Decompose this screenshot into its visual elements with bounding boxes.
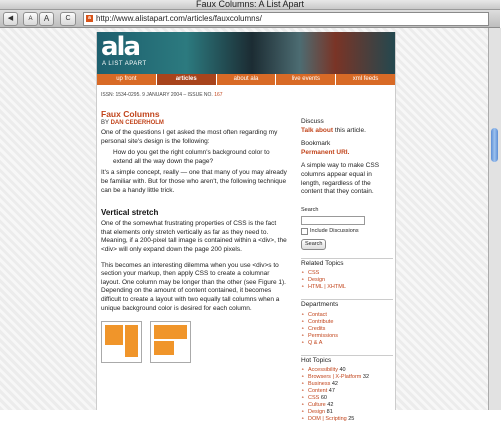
site-banner — [97, 32, 395, 74]
list-item[interactable]: ∘ Credits — [301, 326, 393, 333]
permalink-link[interactable]: Permanent URI. — [301, 148, 350, 156]
list-item[interactable]: ∘ Content 47 — [301, 388, 393, 395]
issue-prefix: ISSN: 1534-0295. 9 JANUARY 2004 – ISSUE NO. — [101, 92, 213, 98]
hot-topics-list — [301, 367, 393, 423]
article-sidebar — [301, 118, 393, 423]
list-item[interactable]: ∘ Business 42 — [301, 381, 393, 388]
section-heading: Vertical stretch — [101, 208, 159, 218]
paragraph-4: This becomes an interesting dilemma when you use <div>s to section your markup, then apply CSS to create a columnar layout. One column may be longer than the other (see Figure 1). Depending on the amount of content contained, it becomes difficult to create a layout with two equally tall columns when a unique background color is desired for each column. — [101, 261, 286, 312]
vertical-scrollbar[interactable] — [488, 28, 501, 410]
figure-layout-a — [101, 321, 142, 363]
list-item[interactable]: ∘ Culture 42 — [301, 402, 393, 409]
nav-live-events[interactable]: live events — [276, 74, 336, 85]
paragraph-1: One of the questions I get asked the most often regarding my personal site's design is the following: — [101, 129, 278, 145]
list-item[interactable]: ∘ Q & A — [301, 340, 393, 347]
nav-about-ala[interactable]: about ala — [217, 74, 277, 85]
reload-button[interactable]: C — [60, 12, 76, 26]
article-summary: A simple way to make CSS columns appear equal in length, regardless of the content that they contain. — [301, 162, 380, 196]
article-page — [96, 32, 396, 423]
talk-about-rest: this article. — [334, 126, 366, 134]
url-text: http://www.alistapart.com/articles/fauxcolumns/ — [96, 14, 262, 23]
nav-xml-feeds[interactable]: xml feeds — [352, 76, 379, 82]
departments-heading: Departments — [301, 299, 393, 310]
include-discussions-checkbox[interactable] — [301, 228, 308, 235]
hot-topics-heading: Hot Topics — [301, 355, 393, 366]
list-item[interactable]: ∘ CSS 60 — [301, 395, 393, 402]
issue-line — [101, 92, 287, 98]
discuss-label: Discuss — [301, 118, 324, 125]
include-discussions-row — [301, 227, 393, 236]
list-item[interactable]: ∘ HTML | XHTML — [301, 284, 393, 291]
list-item[interactable]: ∘ DOM | Scripting 25 — [301, 416, 393, 423]
talk-about-link[interactable]: Talk about — [301, 126, 334, 134]
site-favicon-icon: a — [86, 15, 93, 22]
list-item[interactable]: ∘ Permissions — [301, 333, 393, 340]
related-topics-list — [301, 270, 393, 291]
main-nav — [97, 74, 395, 85]
list-item[interactable]: ∘ Contribute — [301, 319, 393, 326]
search-button[interactable]: Search — [301, 239, 326, 250]
paragraph-2: It's a simple concept, really — one that many of you may already be familiar with. But for those who aren't, the following technique can be a handy little trick. — [101, 169, 287, 194]
address-bar[interactable] — [83, 12, 489, 26]
nav-up-front[interactable]: up front — [97, 74, 157, 85]
nav-articles[interactable]: articles — [157, 74, 217, 85]
ala-logo[interactable]: ala — [101, 32, 140, 62]
window-title: Faux Columns: A List Apart — [195, 0, 305, 9]
author-link[interactable]: DAN CEDERHOLM — [110, 120, 164, 126]
article-column — [101, 90, 287, 363]
bookmark-label: Bookmark — [301, 140, 331, 148]
list-item[interactable]: ∘ Contact — [301, 312, 393, 319]
byline-prefix: BY — [101, 120, 109, 126]
list-item[interactable]: ∘ Accessibility 40 — [301, 367, 393, 374]
talk-about-row — [301, 127, 393, 136]
list-item[interactable]: ∘ Design — [301, 277, 393, 284]
font-smaller-button[interactable]: A — [23, 12, 38, 26]
figure-layout-b — [150, 321, 191, 363]
departments-list — [301, 312, 393, 347]
article-title: Faux Columns — [101, 109, 160, 119]
byline — [101, 120, 287, 126]
block-quote: How do you get the right column's background color to extend all the way down the page? — [113, 149, 270, 165]
page-viewport — [0, 28, 488, 423]
browser-toolbar — [0, 10, 500, 28]
issue-number-link[interactable]: 167 — [214, 92, 223, 98]
related-topics-heading: Related Topics — [301, 258, 393, 269]
search-input[interactable] — [301, 216, 365, 225]
list-item[interactable]: ∘ CSS — [301, 270, 393, 277]
logo-subtitle: A LIST APART — [102, 61, 147, 67]
font-larger-button[interactable]: A — [39, 12, 54, 26]
search-label: Search — [301, 206, 319, 213]
back-button[interactable]: ◀ — [3, 12, 18, 26]
paragraph-3: One of the somewhat frustrating properties of CSS is the fact that elements only stretch vertically as far as they need to. Meaning, if a 200-pixel tall image is contained within a <div>, the <div> will only expand down the page 200 pixels. — [101, 220, 287, 253]
include-discussions-label: Include Discussions — [310, 228, 359, 235]
title-bar — [0, 0, 500, 10]
scrollbar-thumb[interactable] — [491, 128, 498, 162]
list-item[interactable]: ∘ Browsers | X-Platform 32 — [301, 374, 393, 381]
list-item[interactable]: ∘ Design 81 — [301, 409, 393, 416]
figure-1 — [101, 321, 287, 363]
